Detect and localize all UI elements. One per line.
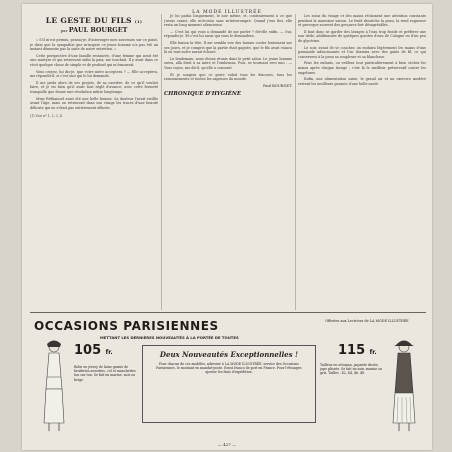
- article-title: LE GESTE DU FILS (1): [45, 16, 143, 25]
- ad-center-box: [142, 345, 316, 423]
- advertisement: [30, 312, 426, 439]
- paragraph: Enfin, une alimentation saine, le grand air et un exercice modéré restent les meilleurs garants d'une belle santé.: [298, 77, 426, 86]
- ad-subtitle: METTANT LES DERNIÈRES NOUVEAUTÉS À LA PORTÉE DE TOUTES: [100, 335, 239, 340]
- ad-description-right: Tailleur en ottoman, jaquette droite, jupe plissée. Se fait en noir, marine ou gris. Tailles : 42, 44, 46, 48.: [320, 363, 383, 376]
- column-rule: [295, 14, 296, 310]
- column-2: [164, 14, 292, 310]
- ad-description-left: Robe en jersey de laine garnie de broderies assorties, col et manchettes ton sur ton. Se fait en marine, noir ou beige.: [74, 365, 136, 382]
- paragraph: Pour les enfants, on veillera tout particulièrement à bien sécher les mains après chaque lavage ; c'est là le meilleur préservatif contre les engelures.: [298, 61, 426, 75]
- article-byline: par PAUL BOURGET: [60, 26, 128, 34]
- column-rule: [161, 14, 162, 310]
- column-1: [30, 14, 158, 310]
- article-signature: Paul BOURGET.: [263, 83, 292, 88]
- magazine-page: [22, 4, 432, 450]
- ad-side-note: Offertes aux Lectrices de LA MODE ILLUSTRÉE: [325, 319, 409, 323]
- paragraph: Mme Réthaissel avait été une belle femme. Sa douleur l'avait vieillie avant l'âge, mais on retrouvait dans son visage les traces d'une beauté délicate qui ne s'était pas entièrement effacée.: [30, 96, 158, 110]
- footnote: (1) Voir nº 1, 2, 3, 4.: [30, 114, 63, 119]
- paragraph: Il me parla alors de ses projets, de sa carrière, de ce qu'il voulait faire, et je vis bien qu'il avait tout réglé d'avance, avec cette fermeté tranquille que donne une résolution mûrie longtemps.: [30, 80, 158, 94]
- paragraph: — C'est lui qui vous a demandé de me parler ? dit-elle enfin. — Oui, répondis-je. Et c'est lui aussi qui vous le demandera.: [164, 29, 292, 39]
- paragraph: Le lendemain, nous étions réunis dans le petit salon. Le jeune homme entra, alla droit à sa mère et l'embrassa. Puis, se tournant vers moi : — Vous voyez, me dit-il, qu'elle a consenti.: [164, 56, 292, 70]
- paragraph: Elle baissa la tête. Il me sembla voir des larmes couler lentement sur ses joues, et je compris que la partie était gagnée, que le fils avait vaincu là où tout autre aurait échoué.: [164, 40, 292, 55]
- chronicle-title: CHRONIQUE D'HYGIÈNE: [164, 90, 241, 97]
- page-number: — 427 —: [217, 442, 237, 447]
- paragraph: Il faut donc se garder des lavages à l'eau trop froide et préférer une eau tiède, additionnée de quelques gouttes d'eau de Cologne ou d'un peu de glycérine.: [298, 29, 426, 43]
- paragraph: Le soir, avant de se coucher, on enduira légèrement les mains d'une pommade adoucissante et l'on dormira avec des gants de fil, ce qui conservera à la peau sa souplesse et sa blancheur.: [298, 45, 426, 59]
- ad-box-title: Deux Nouveautés Exceptionnelles !: [159, 350, 299, 359]
- paragraph: Et je songeai que ce geste valait tous les discours, tous les raisonnements et toutes les sagesses du monde.: [164, 72, 292, 82]
- paragraph: Vous croyez, lui dis-je, que votre mère acceptera ? — Elle acceptera, me répondit-il, si c'est moi qui le lui demande.: [30, 69, 158, 79]
- ad-title: OCCASIONS PARISIENNES: [34, 319, 219, 333]
- paragraph: Cette perspective d'une famille restaurée, d'une femme qui avait été une martyre et qui retrouvait enfin la paix, me touchait. Il y avait dans ce récit quelque chose de simple et de profond qui m'émouvait.: [30, 53, 158, 67]
- price-right: 115 fr.: [338, 343, 377, 358]
- running-title: LA MODE ILLUSTRÉE: [192, 10, 262, 15]
- paragraph: Je lui parlai longuement, le soir même, et, contrairement à ce que j'avais craint, elle m'écouta sans m'interrompre. Quand j'eus fini, elle resta un long moment silencieuse.: [164, 14, 292, 28]
- fashion-figure-right: [386, 337, 422, 433]
- column-3: [298, 14, 426, 310]
- price-left: 105 fr.: [74, 343, 113, 358]
- fashion-figure-left: [36, 337, 72, 433]
- ad-box-text: Pour chacun de ces modèles, adresser à LA MODE ILLUSTRÉE, service des Occasions Parisiennes, le montant en mandat-poste. Envoi franco de port en France. Pour l'étranger, ajouter les frais d'expédition.: [156, 362, 302, 375]
- paragraph: « S'il m'est permis, pensai-je, d'interroger mes souvenirs sur ce point, je dirai que la sympathie que m'inspire ce jeune homme n'a pas été un instant démentie par la suite de notre entretien. »: [30, 38, 158, 52]
- paragraph: Les soins du visage et des mains réclament une attention constante pendant la mauvaise saison. Le froid dessèche la peau, la rend rugueuse et provoque souvent des gerçures fort désagréables.: [298, 14, 426, 28]
